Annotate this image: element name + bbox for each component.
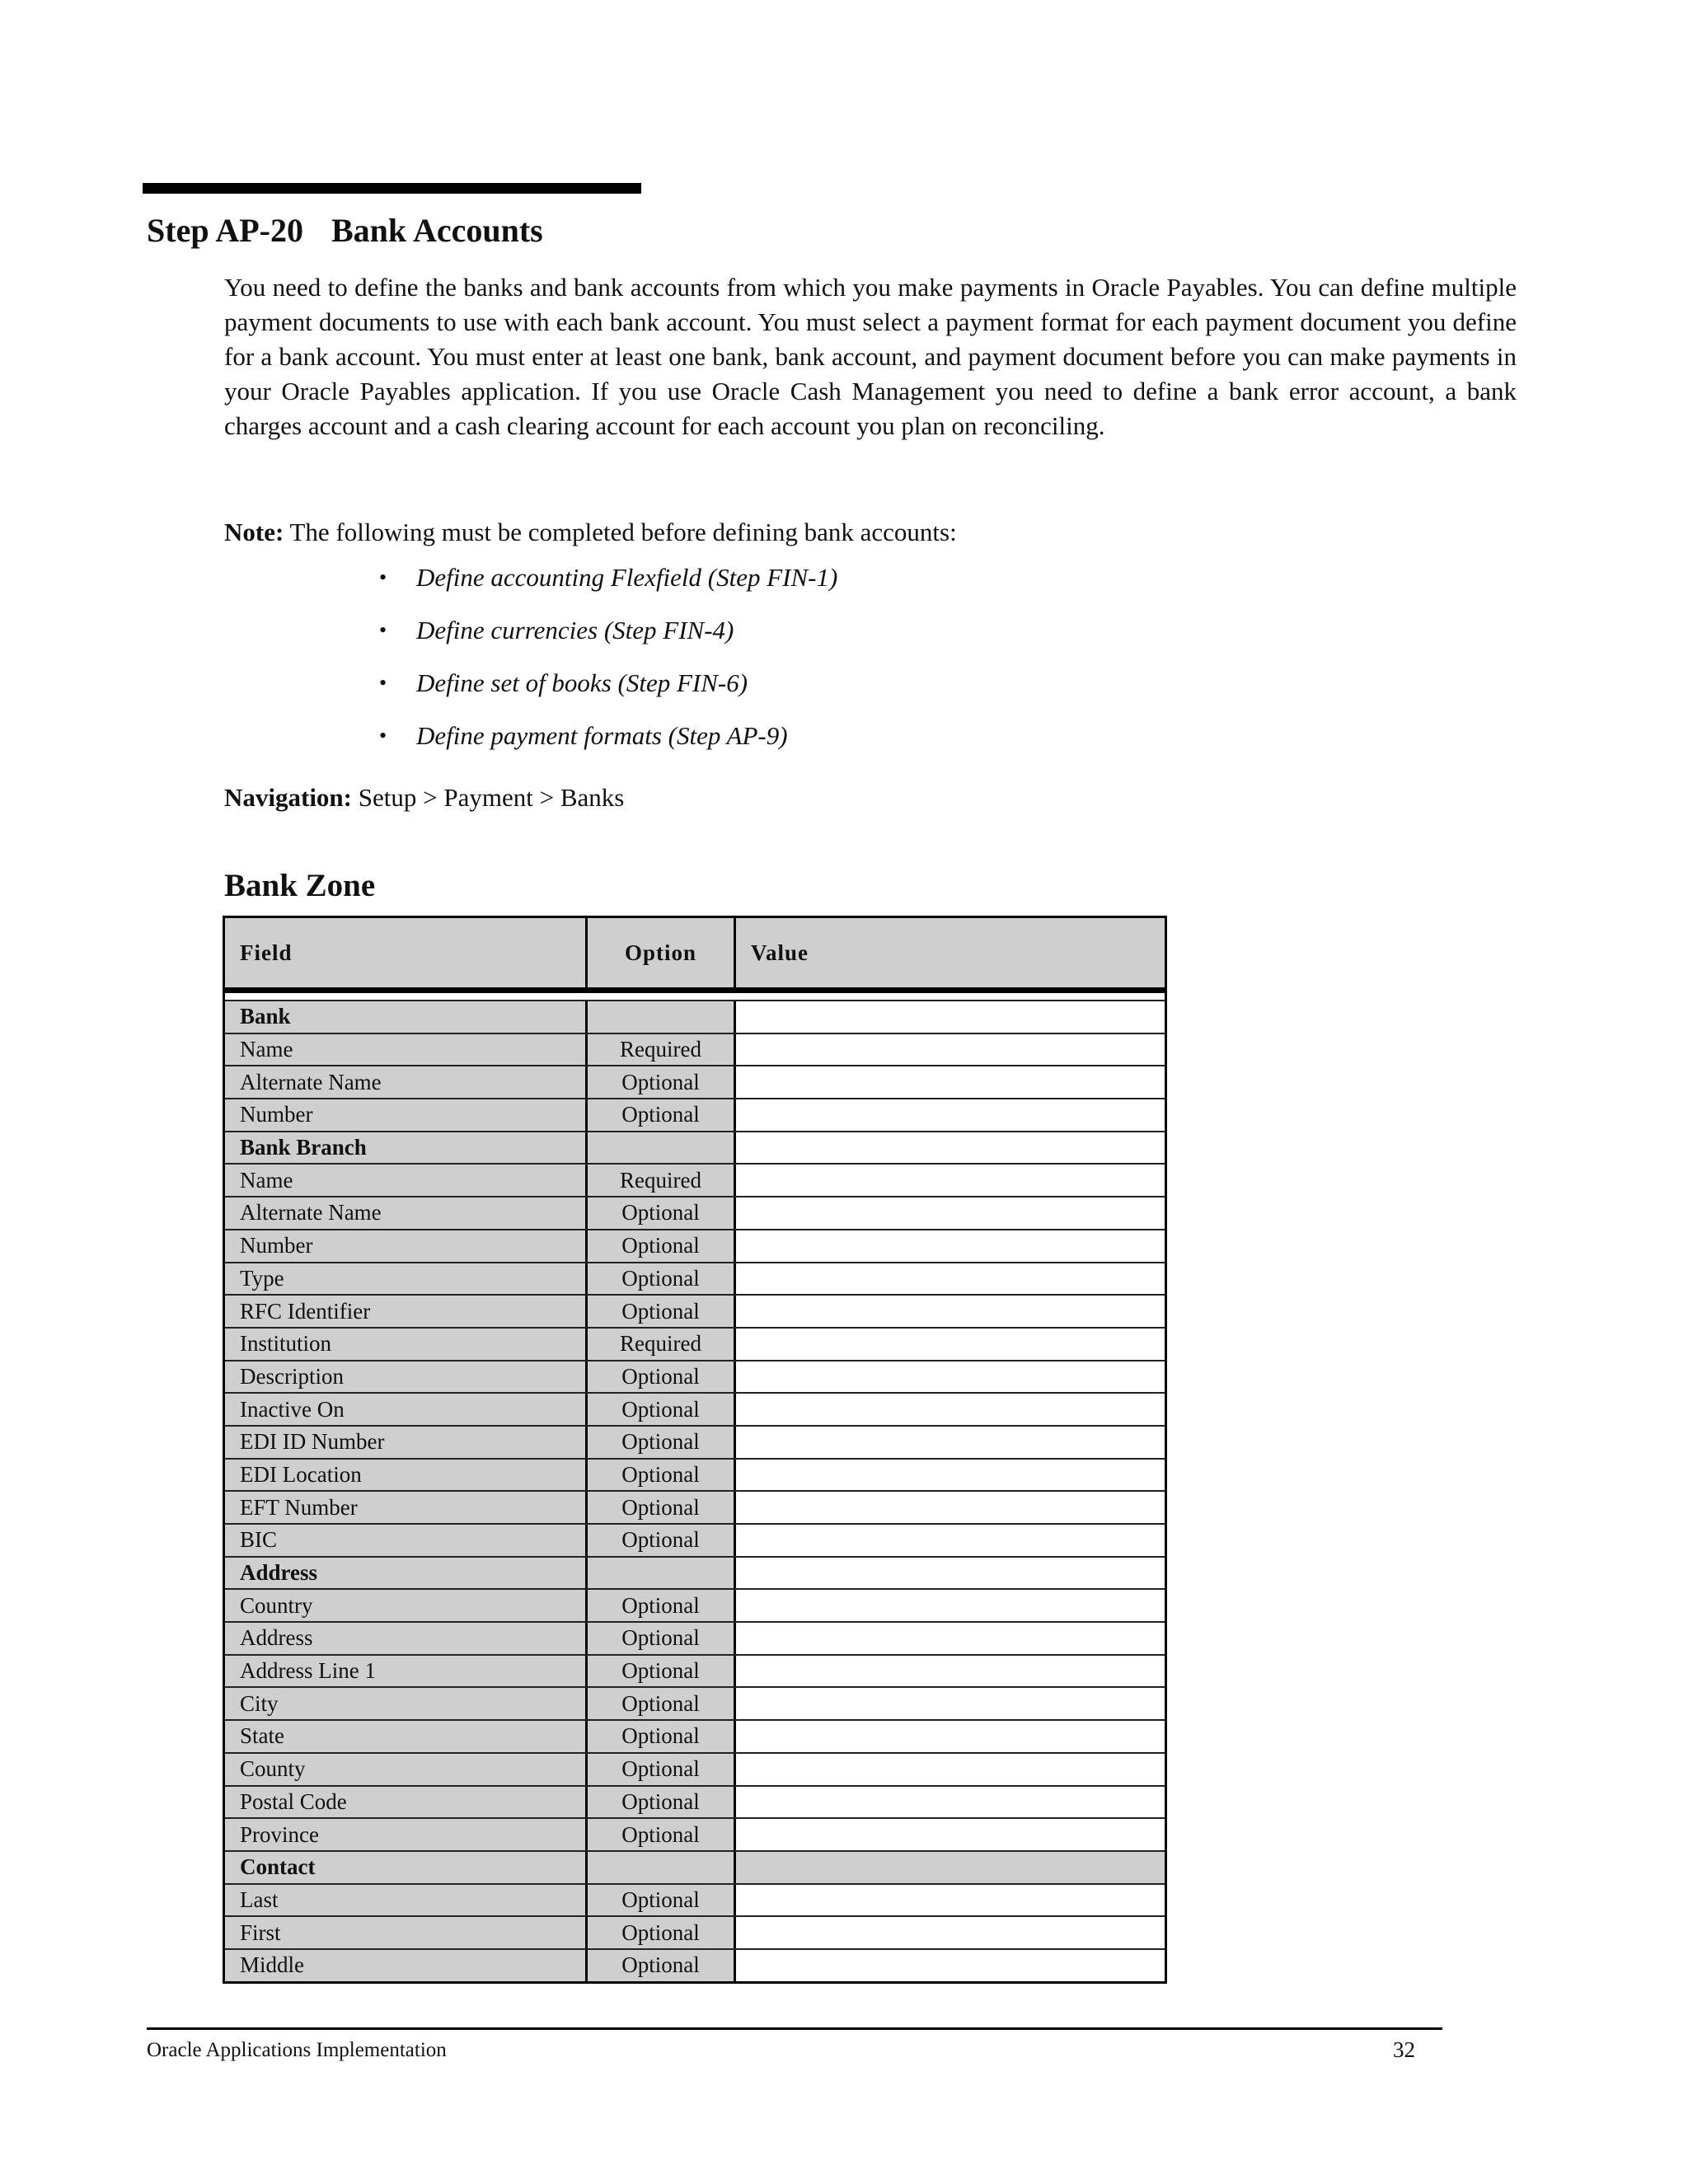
- table-header: [225, 918, 1165, 993]
- cell-field: Bank Branch: [225, 1132, 588, 1164]
- cell-field: Country: [225, 1590, 588, 1621]
- prerequisite-text: Define currencies (Step FIN-4): [416, 616, 734, 644]
- cell-field: Postal Code: [225, 1787, 588, 1818]
- cell-option: Optional: [588, 1296, 736, 1327]
- cell-value[interactable]: [736, 1296, 1165, 1327]
- cell-option: Optional: [588, 1787, 736, 1818]
- note-text: The following must be completed before defining bank accounts:: [284, 518, 957, 546]
- prerequisite-item: [379, 612, 837, 664]
- cell-option: Required: [588, 1165, 736, 1196]
- cell-field: EFT Number: [225, 1492, 588, 1523]
- cell-value[interactable]: [736, 1394, 1165, 1425]
- cell-option: Optional: [588, 1754, 736, 1785]
- cell-field: BIC: [225, 1525, 588, 1556]
- cell-value[interactable]: [736, 1787, 1165, 1818]
- cell-value[interactable]: [736, 1558, 1165, 1589]
- step-name: Bank Accounts: [331, 212, 543, 249]
- cell-value[interactable]: [736, 1263, 1165, 1295]
- cell-option: Optional: [588, 1917, 736, 1948]
- cell-value[interactable]: [736, 1034, 1165, 1066]
- cell-field: Last: [225, 1885, 588, 1916]
- cell-field: Address: [225, 1623, 588, 1654]
- cell-field: EDI ID Number: [225, 1427, 588, 1458]
- cell-option: Optional: [588, 1361, 736, 1393]
- cell-option: Optional: [588, 1623, 736, 1654]
- cell-option: [588, 1558, 736, 1589]
- intro-paragraph: You need to define the banks and bank accounts from which you make payments in Oracle Payables. You can define multiple payment documents to use with each bank account. You must select a payment format for each payment document you define for a bank account. You must enter at least one bank, bank account, and payment document before you can make payments in your Oracle Payables application. If you use Oracle Cash Management you need to define a bank error account, a bank charges account and a cash clearing account for each account you plan on reconciling.: [224, 273, 1517, 440]
- table-row: [225, 1686, 1165, 1719]
- cell-field: Type: [225, 1263, 588, 1295]
- table-section-row: [225, 1556, 1165, 1589]
- cell-value[interactable]: [736, 1361, 1165, 1393]
- cell-option: Optional: [588, 1460, 736, 1491]
- cell-value[interactable]: [736, 1132, 1165, 1164]
- cell-value[interactable]: [736, 1917, 1165, 1948]
- table-row: [225, 1523, 1165, 1556]
- cell-value[interactable]: [736, 1525, 1165, 1556]
- table-row: [225, 1490, 1165, 1523]
- cell-option: [588, 1132, 736, 1164]
- footer-title: Oracle Applications Implementation: [147, 2039, 447, 2061]
- table-row: [225, 1262, 1165, 1295]
- table-row: [225, 1588, 1165, 1621]
- cell-option: Optional: [588, 1099, 736, 1131]
- cell-option: Optional: [588, 1427, 736, 1458]
- bullet-icon: •: [379, 671, 387, 695]
- table-row: [225, 1360, 1165, 1393]
- page-number: 32: [1393, 2037, 1415, 2062]
- cell-option: Optional: [588, 1819, 736, 1850]
- bullet-icon: •: [379, 724, 387, 748]
- top-rule: [143, 183, 641, 194]
- cell-value[interactable]: [736, 1165, 1165, 1196]
- cell-value[interactable]: [736, 1819, 1165, 1850]
- table-row: [225, 1817, 1165, 1850]
- cell-value[interactable]: [736, 1754, 1165, 1785]
- cell-field: Address Line 1: [225, 1656, 588, 1687]
- table-row: [225, 1654, 1165, 1687]
- table-row: [225, 1915, 1165, 1948]
- cell-value[interactable]: [736, 1623, 1165, 1654]
- cell-field: Bank: [225, 1001, 588, 1033]
- prerequisite-list: [379, 559, 837, 770]
- cell-option: Optional: [588, 1525, 736, 1556]
- table-row: [225, 1294, 1165, 1327]
- cell-field: Number: [225, 1099, 588, 1131]
- cell-field: County: [225, 1754, 588, 1785]
- table-row: [225, 1196, 1165, 1229]
- cell-option: Optional: [588, 1721, 736, 1752]
- cell-field: Contact: [225, 1852, 588, 1883]
- navigation: [224, 783, 624, 813]
- cell-option: Optional: [588, 1656, 736, 1687]
- step-code: Step AP-20: [147, 212, 303, 249]
- table-row: [225, 1392, 1165, 1425]
- prerequisite-item: [379, 717, 837, 770]
- cell-value[interactable]: [736, 1099, 1165, 1131]
- prerequisite-text: Define accounting Flexfield (Step FIN-1): [416, 563, 838, 592]
- footer-rule: [147, 2027, 1442, 2030]
- bullet-icon: •: [379, 618, 387, 642]
- cell-value[interactable]: [736, 1427, 1165, 1458]
- cell-field: First: [225, 1917, 588, 1948]
- table-row: [225, 1621, 1165, 1654]
- cell-field: EDI Location: [225, 1460, 588, 1491]
- table-row: [225, 1098, 1165, 1131]
- prerequisite-text: Define set of books (Step FIN-6): [416, 668, 748, 697]
- cell-field: Institution: [225, 1329, 588, 1360]
- table-row: [225, 1883, 1165, 1916]
- bullet-icon: •: [379, 565, 387, 589]
- prerequisite-item: [379, 559, 837, 612]
- step-title: [147, 211, 543, 250]
- header-option: Option: [588, 918, 736, 987]
- table-row: [225, 1752, 1165, 1785]
- table-row: [225, 1425, 1165, 1458]
- cell-field: City: [225, 1688, 588, 1719]
- header-field: Field: [225, 918, 588, 987]
- note-label: Note:: [224, 518, 284, 546]
- cell-field: Name: [225, 1034, 588, 1066]
- prerequisite-item: [379, 664, 837, 717]
- cell-option: Required: [588, 1329, 736, 1360]
- bank-zone-table: [223, 916, 1167, 1984]
- cell-value[interactable]: [736, 1001, 1165, 1033]
- cell-value[interactable]: [736, 1950, 1165, 1981]
- table-row: [225, 1458, 1165, 1491]
- cell-value[interactable]: [736, 1066, 1165, 1098]
- cell-field: RFC Identifier: [225, 1296, 588, 1327]
- cell-option: Optional: [588, 1885, 736, 1916]
- zone-title: Bank Zone: [224, 868, 376, 903]
- cell-field: Name: [225, 1165, 588, 1196]
- cell-option: Optional: [588, 1230, 736, 1262]
- table-section-row: [225, 1850, 1165, 1883]
- cell-option: Optional: [588, 1197, 736, 1229]
- cell-value[interactable]: [736, 1230, 1165, 1262]
- table-body: [225, 1000, 1165, 1981]
- table-row: [225, 1065, 1165, 1098]
- cell-option: Optional: [588, 1394, 736, 1425]
- cell-option: Optional: [588, 1590, 736, 1621]
- cell-value[interactable]: [736, 1721, 1165, 1752]
- cell-option: Optional: [588, 1950, 736, 1981]
- cell-field: Number: [225, 1230, 588, 1262]
- cell-option: [588, 1852, 736, 1883]
- cell-field: Address: [225, 1558, 588, 1589]
- cell-value[interactable]: [736, 1492, 1165, 1523]
- header-spacer: [225, 993, 1165, 1000]
- prerequisite-text: Define payment formats (Step AP-9): [416, 721, 788, 750]
- navigation-path: Setup > Payment > Banks: [352, 783, 625, 812]
- cell-option: Optional: [588, 1492, 736, 1523]
- table-row: [225, 1033, 1165, 1066]
- cell-field: Middle: [225, 1950, 588, 1981]
- table-row: [225, 1229, 1165, 1262]
- table-row: [225, 1327, 1165, 1360]
- cell-option: Optional: [588, 1263, 736, 1295]
- cell-value[interactable]: [736, 1590, 1165, 1621]
- table-row: [225, 1785, 1165, 1818]
- cell-field: Alternate Name: [225, 1066, 588, 1098]
- cell-option: Optional: [588, 1066, 736, 1098]
- cell-field: State: [225, 1721, 588, 1752]
- navigation-label: Navigation:: [224, 783, 352, 812]
- header-value: Value: [751, 940, 809, 965]
- table-section-row: [225, 1131, 1165, 1164]
- table-row: [225, 1948, 1165, 1981]
- cell-option: [588, 1001, 736, 1033]
- cell-value[interactable]: [736, 1885, 1165, 1916]
- cell-value[interactable]: [736, 1852, 1165, 1883]
- cell-value[interactable]: [736, 1329, 1165, 1360]
- table-row: [225, 1719, 1165, 1752]
- cell-value[interactable]: [736, 1197, 1165, 1229]
- table-row: [225, 1163, 1165, 1196]
- table-section-row: [225, 1000, 1165, 1033]
- cell-value[interactable]: [736, 1688, 1165, 1719]
- cell-field: Description: [225, 1361, 588, 1393]
- cell-field: Province: [225, 1819, 588, 1850]
- cell-value[interactable]: [736, 1460, 1165, 1491]
- note: [224, 518, 957, 547]
- cell-value[interactable]: [736, 1656, 1165, 1687]
- cell-field: Inactive On: [225, 1394, 588, 1425]
- cell-option: Optional: [588, 1688, 736, 1719]
- cell-field: Alternate Name: [225, 1197, 588, 1229]
- cell-option: Required: [588, 1034, 736, 1066]
